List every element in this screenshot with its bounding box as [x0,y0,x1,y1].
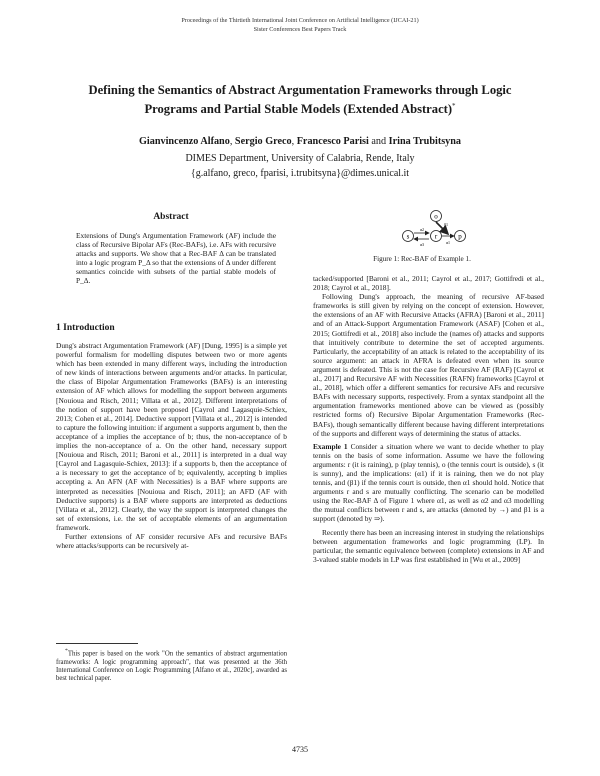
footnote-rule [56,643,138,644]
node-p-label: p [458,232,462,241]
abstract-heading: Abstract [153,212,189,222]
author-2: Sergio Greco [234,136,292,147]
intro-paragraph-1: Dung's abstract Argumentation Framework (AF) [Dung, 1995] is a simple yet powerful formalism for modelling disputes between two or more agents which has been extended in many different ways, including the introduction of new kinds of interactions between arguments and/or attacks. In particular, the class of Bipolar Argumentation Frameworks (BAFs) is an interesting extension of AF which allows for modelling the support between arguments [Nouioua and Risch, 2011; Villata et al., 2012]. Different interpretations of the notion of support have been proposed [Cayrol and Lagasquie-Schiex, 2013; Cohen et al., 2014]. Deductive support [Villata et al., 2012] is intended to capture the following intuition: if argument a supports argument b, then the acceptance of a implies the acceptance of b; thus, the non-acceptance of b implies the non-acceptance of a. On the other hand, necessary support [Nouioua and Risch, 2011; Baroni et al., 2011] is interpreted in a dual way [Cayrol and Lagasquie-Schiex, 2013]: if a supports b, then the acceptance of a is necessary to get the acceptance of b; equivalently, accepting b implies accepting a. An AFN (AF with Necessities) is a BAF where supports are interpreted as necessities [Nouioua and Risch, 2011]; an AFD (AF with Deductive supports) is a BAF where supports are interpreted as deductions [Villata et al., 2012]. Clearly, the way the support is interpreted changes the set of extensions, i.e. the set of acceptable elements of an argumentation framework. [56,341,287,532]
footnote [56,647,287,683]
author-4: Irina Trubitsyna [388,136,462,147]
label-alpha3: α3 [419,242,425,247]
node-o [431,211,442,222]
section-heading-introduction: 1 Introduction [56,323,115,333]
example-label: Example 1 [313,441,348,451]
footnote-text: This paper is based on the work "On the semantics of abstract argumentation frameworks: A logic programming approach", that was presented at the 36th International Conference on Logic Programming [Alfano et al., 2020c], awarded as best technical paper. [56,650,287,683]
author-and: and [371,136,387,147]
node-s-label: s [406,232,410,241]
example-1 [313,442,544,524]
affiliation: DIMES Department, University of Calabria, Rende, Italy [185,153,415,164]
author-separator: , [229,136,233,147]
right-paragraph-3: Recently there has been an increasing interest in studying the relationships between argumentation frameworks and logic programming (LP). In particular, the semantic equivalence between (complete) extensions in AF and 3-valued stable models in LP was first established in [Wu et al., 2009] [313,527,544,564]
proceedings-header: Proceedings of the Thirtieth International Joint Conference on Artificial Intelligence (IJCAI-21) [181,17,419,24]
right-paragraph-1: tacked/supported [Baroni et al., 2011; Cayrol et al., 2017; Gottifredi et al., 2018; Cayrol et al., 2018]. [313,274,544,293]
introduction-body [56,341,287,550]
title-line-2: Programs and Partial Stable Models (Extended Abstract)* [144,102,456,117]
example-text: Consider a situation where we want to decide whether to play tennis on the basis of some information. Assume we have the following arguments: r (it is raining), p (play tennis), o (the tennis court is outside), s (it is sunny), and the implications: (α1) if it is raining, then we do not play tennis, and (β1) if the tennis court is outside, then α1 should hold. Notice that arguments r and s are mutually conflicting. The scenario can be modelled using the Rec-BAF Δ of Figure 1 where α1, as well as α2 and α3 modelling the mutual conflicts between r and s, are attacks (denoted by →) and β1 is a support (denoted by ⇒). [313,441,544,524]
figure-caption: Figure 1: Rec-BAF of Example 1. [373,255,471,263]
paper-title [40,82,560,117]
node-s [403,231,414,242]
node-o-label: o [434,212,438,221]
title-line-1: Defining the Semantics of Abstract Argumentation Frameworks through Logic [88,83,512,97]
page-number: 4735 [292,745,308,754]
track-header: Sister Conferences Best Papers Track [253,26,347,33]
footnote-mark: * [65,648,68,654]
author-3: Francesco Parisi [296,136,369,147]
author-list [40,136,560,147]
node-r-label: r [434,232,438,241]
right-paragraph-2: Following Dung's approach, the meaning of recursive AF-based frameworks is still given by relying on the concept of extension. However, the extensions of an AF with Recursive Attacks (AFRA) [Baroni et al., 2011] and of an Attack-Support Argumentation Framework (ASAF) [Cohen et al., 2015; Gottifredi et al., 2018] also include the (names of) attacks and supports that intuitively contribute to determine the set of accepted arguments. Particularly, the acceptability of an attack is related to the acceptability of its source argument: an attack in AFRA is defeated even when its source argument is defeated. This is not the case for Recursive AF (RAF) [Cayrol et al., 2017] and Recursive AF with Necessities (RAFN) frameworks [Cayrol et al., 2018], which offer a different semantics for recursive AFs and recursive BAFs with necessary supports, respectively. From a syntax standpoint all the argumentation frameworks mentioned above can be viewed as (possibly restricted forms of) Recursive Bipolar Argumentation Frameworks (Rec-BAFs), though semantically different because having different interpretations of the supports and different ways of determining the status of attacks. [313,292,544,438]
label-alpha1: α1 [445,240,451,245]
node-r [431,231,442,242]
right-column-body [313,274,544,564]
email: {g.alfano, greco, fparisi, i.trubitsyna}@dimes.unical.it [190,168,410,179]
label-alpha2: α2 [419,227,425,232]
node-p [455,231,466,242]
author-separator: , [291,136,295,147]
intro-paragraph-2: Further extensions of AF consider recursive AFs and recursive BAFs where attacks/supports can be recursively at- [56,531,287,551]
abstract-paragraph: Extensions of Dung's Argumentation Framework (AF) include the class of Recursive Bipolar AFs (Rec-BAFs), i.e. AFs with recursive attacks and supports. We show that a Rec-BAF Δ can be translated into a logic program P_Δ so that the extensions of Δ under different semantics coincide with subsets of the partial stable models of P_Δ. [76,231,276,286]
abstract-text [76,231,276,286]
rec-baf-figure [300,206,544,260]
author-1: Gianvincenzo Alfano [138,136,230,147]
label-beta1: β1 [443,222,449,227]
title-footnote-mark: * [452,102,456,110]
